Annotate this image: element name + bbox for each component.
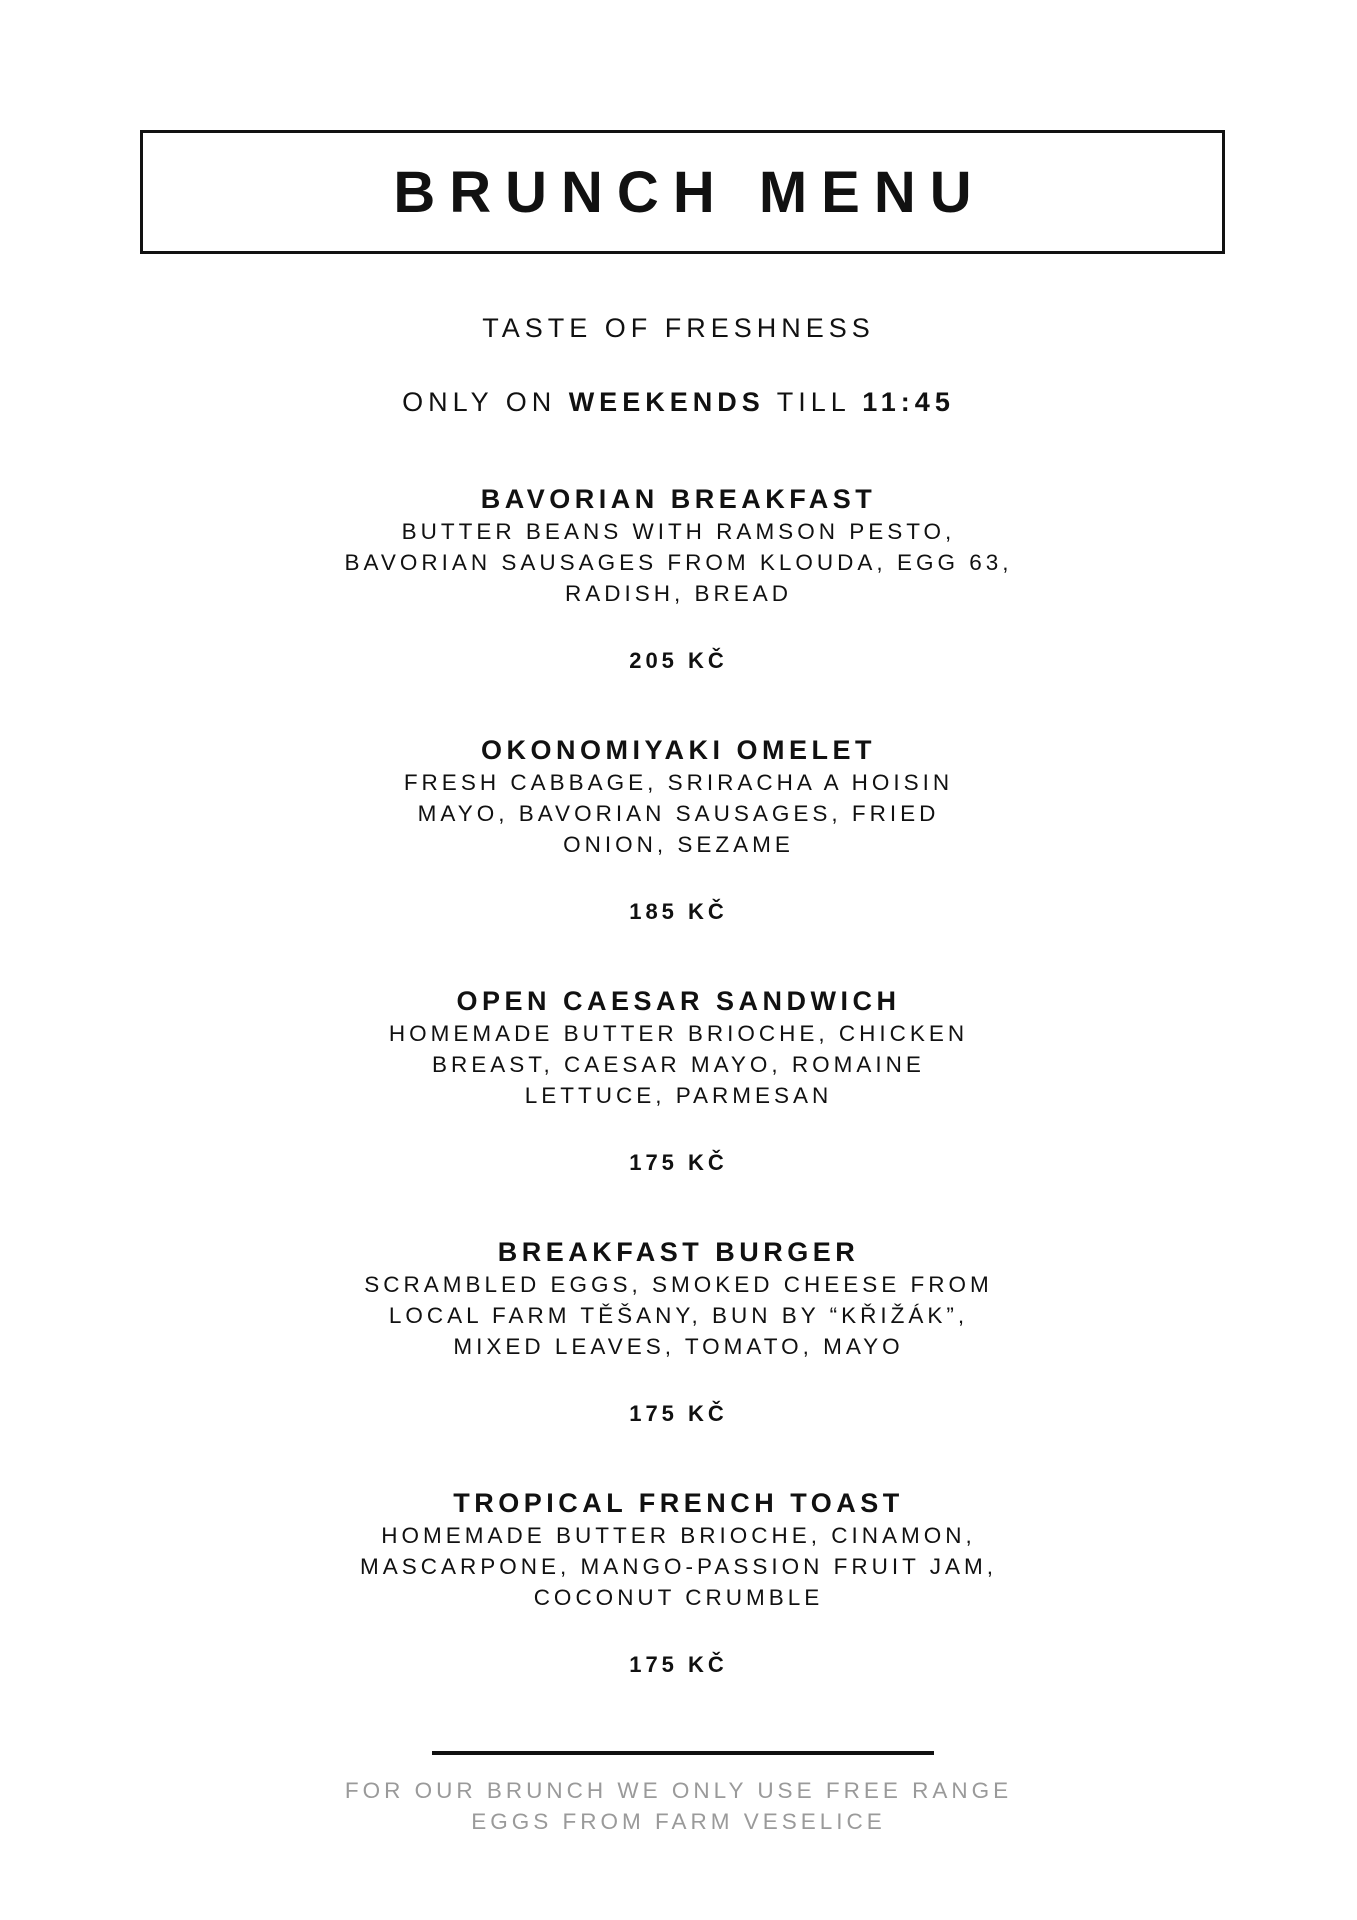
item-description-line: RADISH, BREAD (564, 581, 793, 606)
hours-middle: TILL (764, 387, 863, 417)
serving-hours (0, 385, 1357, 419)
hours-time: 11:45 (862, 387, 955, 417)
hours-prefix: ONLY ON (402, 387, 569, 417)
title-frame (140, 130, 1225, 254)
item-description (0, 767, 1357, 860)
item-price: 185 KČ (629, 899, 728, 924)
item-name: TROPICAL FRENCH TOAST (453, 1488, 904, 1518)
item-description-line: SCRAMBLED EGGS, SMOKED CHEESE FROM (364, 1272, 993, 1297)
footer-divider (432, 1751, 934, 1755)
item-description-line: BUTTER BEANS WITH RAMSON PESTO, (401, 519, 956, 544)
hours-days: WEEKENDS (568, 387, 765, 417)
item-name: OPEN CAESAR SANDWICH (456, 986, 901, 1016)
item-description (0, 1018, 1357, 1111)
item-description-line: ONION, SEZAME (563, 832, 794, 857)
footer-note (0, 1775, 1357, 1837)
item-description-line: MASCARPONE, MANGO-PASSION FRUIT JAM, (360, 1554, 997, 1579)
item-description (0, 1520, 1357, 1613)
item-description-line: HOMEMADE BUTTER BRIOCHE, CHICKEN (388, 1021, 969, 1046)
menu-item-tropical-french-toast (0, 1486, 1357, 1613)
item-description-line: MAYO, BAVORIAN SAUSAGES, FRIED (417, 801, 940, 826)
item-price: 175 KČ (629, 1401, 728, 1426)
item-description-line: BREAST, CAESAR MAYO, ROMAINE (432, 1052, 925, 1077)
page-title: BRUNCH MENU (393, 159, 986, 225)
item-description-line: BAVORIAN SAUSAGES FROM KLOUDA, EGG 63, (344, 550, 1013, 575)
menu-item-breakfast-burger (0, 1235, 1357, 1362)
item-description-line: HOMEMADE BUTTER BRIOCHE, CINAMON, (381, 1523, 976, 1548)
menu-item-bavorian-breakfast (0, 482, 1357, 609)
item-description-line: LETTUCE, PARMESAN (524, 1083, 833, 1108)
item-price: 175 KČ (629, 1652, 728, 1677)
item-price: 205 KČ (629, 648, 728, 673)
item-name: BAVORIAN BREAKFAST (480, 484, 877, 514)
item-description (0, 516, 1357, 609)
item-name: BREAKFAST BURGER (497, 1237, 860, 1267)
menu-item-open-caesar-sandwich (0, 984, 1357, 1111)
item-description-line: MIXED LEAVES, TOMATO, MAYO (453, 1334, 904, 1359)
item-description-line: LOCAL FARM TĚŠANY, BUN BY “KŘIŽÁK”, (388, 1303, 969, 1328)
tagline: TASTE OF FRESHNESS (482, 313, 875, 343)
footer-note-line: EGGS FROM FARM VESELICE (471, 1809, 886, 1834)
footer-note-line: FOR OUR BRUNCH WE ONLY USE FREE RANGE (344, 1778, 1013, 1803)
menu-item-okonomiyaki-omelet (0, 733, 1357, 860)
item-description-line: FRESH CABBAGE, SRIRACHA A HOISIN (403, 770, 954, 795)
item-price: 175 KČ (629, 1150, 728, 1175)
item-description (0, 1269, 1357, 1362)
item-name: OKONOMIYAKI OMELET (480, 735, 877, 765)
item-description-line: COCONUT CRUMBLE (533, 1585, 824, 1610)
